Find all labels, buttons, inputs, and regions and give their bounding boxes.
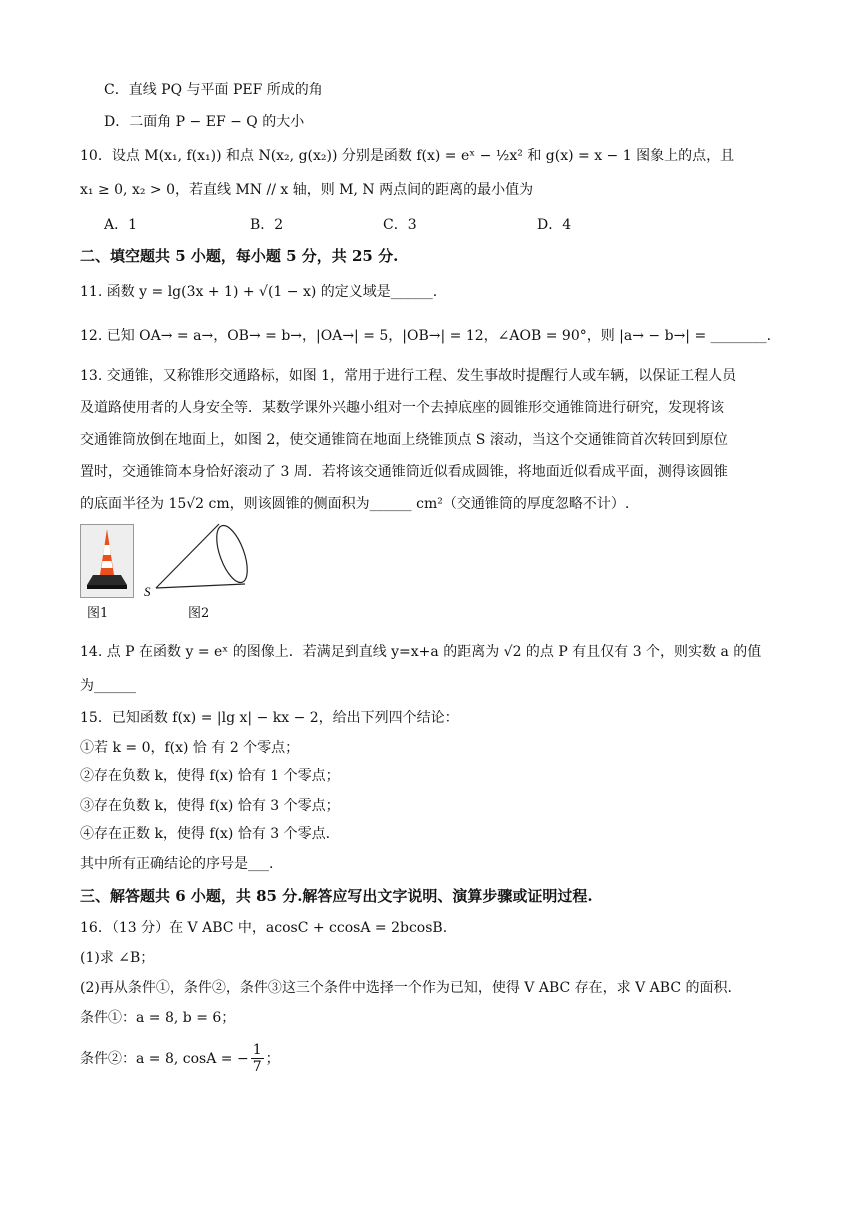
fraction-numerator: 1 [252, 1041, 262, 1058]
q10-stem-line2: x₁ ≥ 0, x₂ > 0，若直线 MN // x 轴，则 M, N 两点间的距离的最小值为 [80, 182, 534, 198]
q11-text: 11. 函数 y = lg(3x + 1) + √(1 − x) 的定义域是______. [80, 284, 438, 300]
q13-line-1: 13. 交通锥，又称锥形交通路标，如图 1，常用于进行工程、发生事故时提醒行人或车辆，以保证工程人员 [80, 368, 737, 384]
q15-ask: 其中所有正确结论的序号是___. [80, 856, 274, 872]
q16-condition-2-prefix: 条件②：a = 8, cosA = − [80, 1051, 249, 1067]
q16-condition-2-suffix: ； [265, 1051, 280, 1067]
vertex-s-label: S [144, 584, 151, 599]
section-3-heading: 三、解答题共 6 小题，共 85 分.解答应写出文字说明、演算步骤或证明过程. [80, 887, 593, 905]
q10-option-d: D．4 [537, 217, 572, 233]
q14-line1: 14. 点 P 在函数 y = eˣ 的图像上．若满足到直线 y=x+a 的距离为 √2 的点 P 有且仅有 3 个，则实数 a 的值 [80, 644, 762, 660]
q15-item-3: ③存在负数 k，使得 f(x) 恰有 3 个零点； [80, 798, 340, 814]
q16-part-2: (2)再从条件①，条件②，条件③这三个条件中选择一个作为已知，使得 V ABC 存在，求 V ABC 的面积. [80, 980, 732, 996]
section-2-heading: 二、填空题共 5 小题，每小题 5 分，共 25 分. [80, 247, 399, 265]
q15-stem: 15．已知函数 f(x) = |lg x| − kx − 2，给出下列四个结论： [80, 710, 459, 726]
figure-1-label: 图1 [87, 606, 109, 621]
q10-stem-line1: 10．设点 M(x₁, f(x₁)) 和点 N(x₂, g(x₂)) 分别是函数 f(x) = eˣ − ½x² 和 g(x) = x − 1 图象上的点，且 [80, 148, 735, 164]
q15-item-4: ④存在正数 k，使得 f(x) 恰有 3 个零点. [80, 826, 331, 842]
q16-part-1: (1)求 ∠B； [80, 950, 155, 966]
fraction-denominator: 7 [252, 1058, 262, 1075]
q10-option-c: C．3 [383, 217, 417, 233]
q13-line-5: 的底面半径为 15√2 cm，则该圆锥的侧面积为______ cm²（交通锥筒的厚度忽略不计）. [80, 496, 630, 512]
fraction [251, 1042, 264, 1075]
figure-2-cone-diagram [140, 518, 260, 600]
q14-line2: 为______ [80, 678, 136, 694]
q12-text: 12. 已知 OA→ = a→，OB→ = b→，|OA→| = 5，|OB→| = 12，∠AOB = 90°，则 |a→ − b→| = ________. [80, 328, 772, 344]
q16-stem: 16．（13 分）在 V ABC 中，acosC + ccosA = 2bcosB. [80, 920, 448, 936]
q15-item-2: ②存在负数 k，使得 f(x) 恰有 1 个零点； [80, 768, 340, 784]
q10-option-a: A．1 [104, 217, 138, 233]
figure-2-label: 图2 [188, 606, 210, 621]
q16-condition-1: 条件①：a = 8, b = 6； [80, 1010, 236, 1026]
figure-1-traffic-cone-photo [80, 524, 134, 598]
q15-item-1: ①若 k = 0，f(x) 恰 有 2 个零点； [80, 740, 300, 756]
q13-line-3: 交通锥筒放倒在地面上，如图 2，使交通锥筒在地面上绕锥顶点 S 滚动，当这个交通锥筒首次转回到原位 [80, 432, 728, 448]
q13-line-2: 及道路使用者的人身安全等．某数学课外兴趣小组对一个去掉底座的圆锥形交通锥筒进行研究，发现将该 [80, 400, 724, 416]
q13-line-4: 置时，交通锥筒本身恰好滚动了 3 周．若将该交通锥筒近似看成圆锥，将地面近似看成平面，测得该圆锥 [80, 464, 728, 480]
q9-option-c: C．直线 PQ 与平面 PEF 所成的角 [104, 82, 323, 98]
q16-condition-2 [80, 1036, 280, 1080]
q10-option-b: B．2 [250, 217, 284, 233]
traffic-cone-icon [81, 525, 133, 597]
q9-option-d: D．二面角 P − EF − Q 的大小 [104, 114, 305, 130]
